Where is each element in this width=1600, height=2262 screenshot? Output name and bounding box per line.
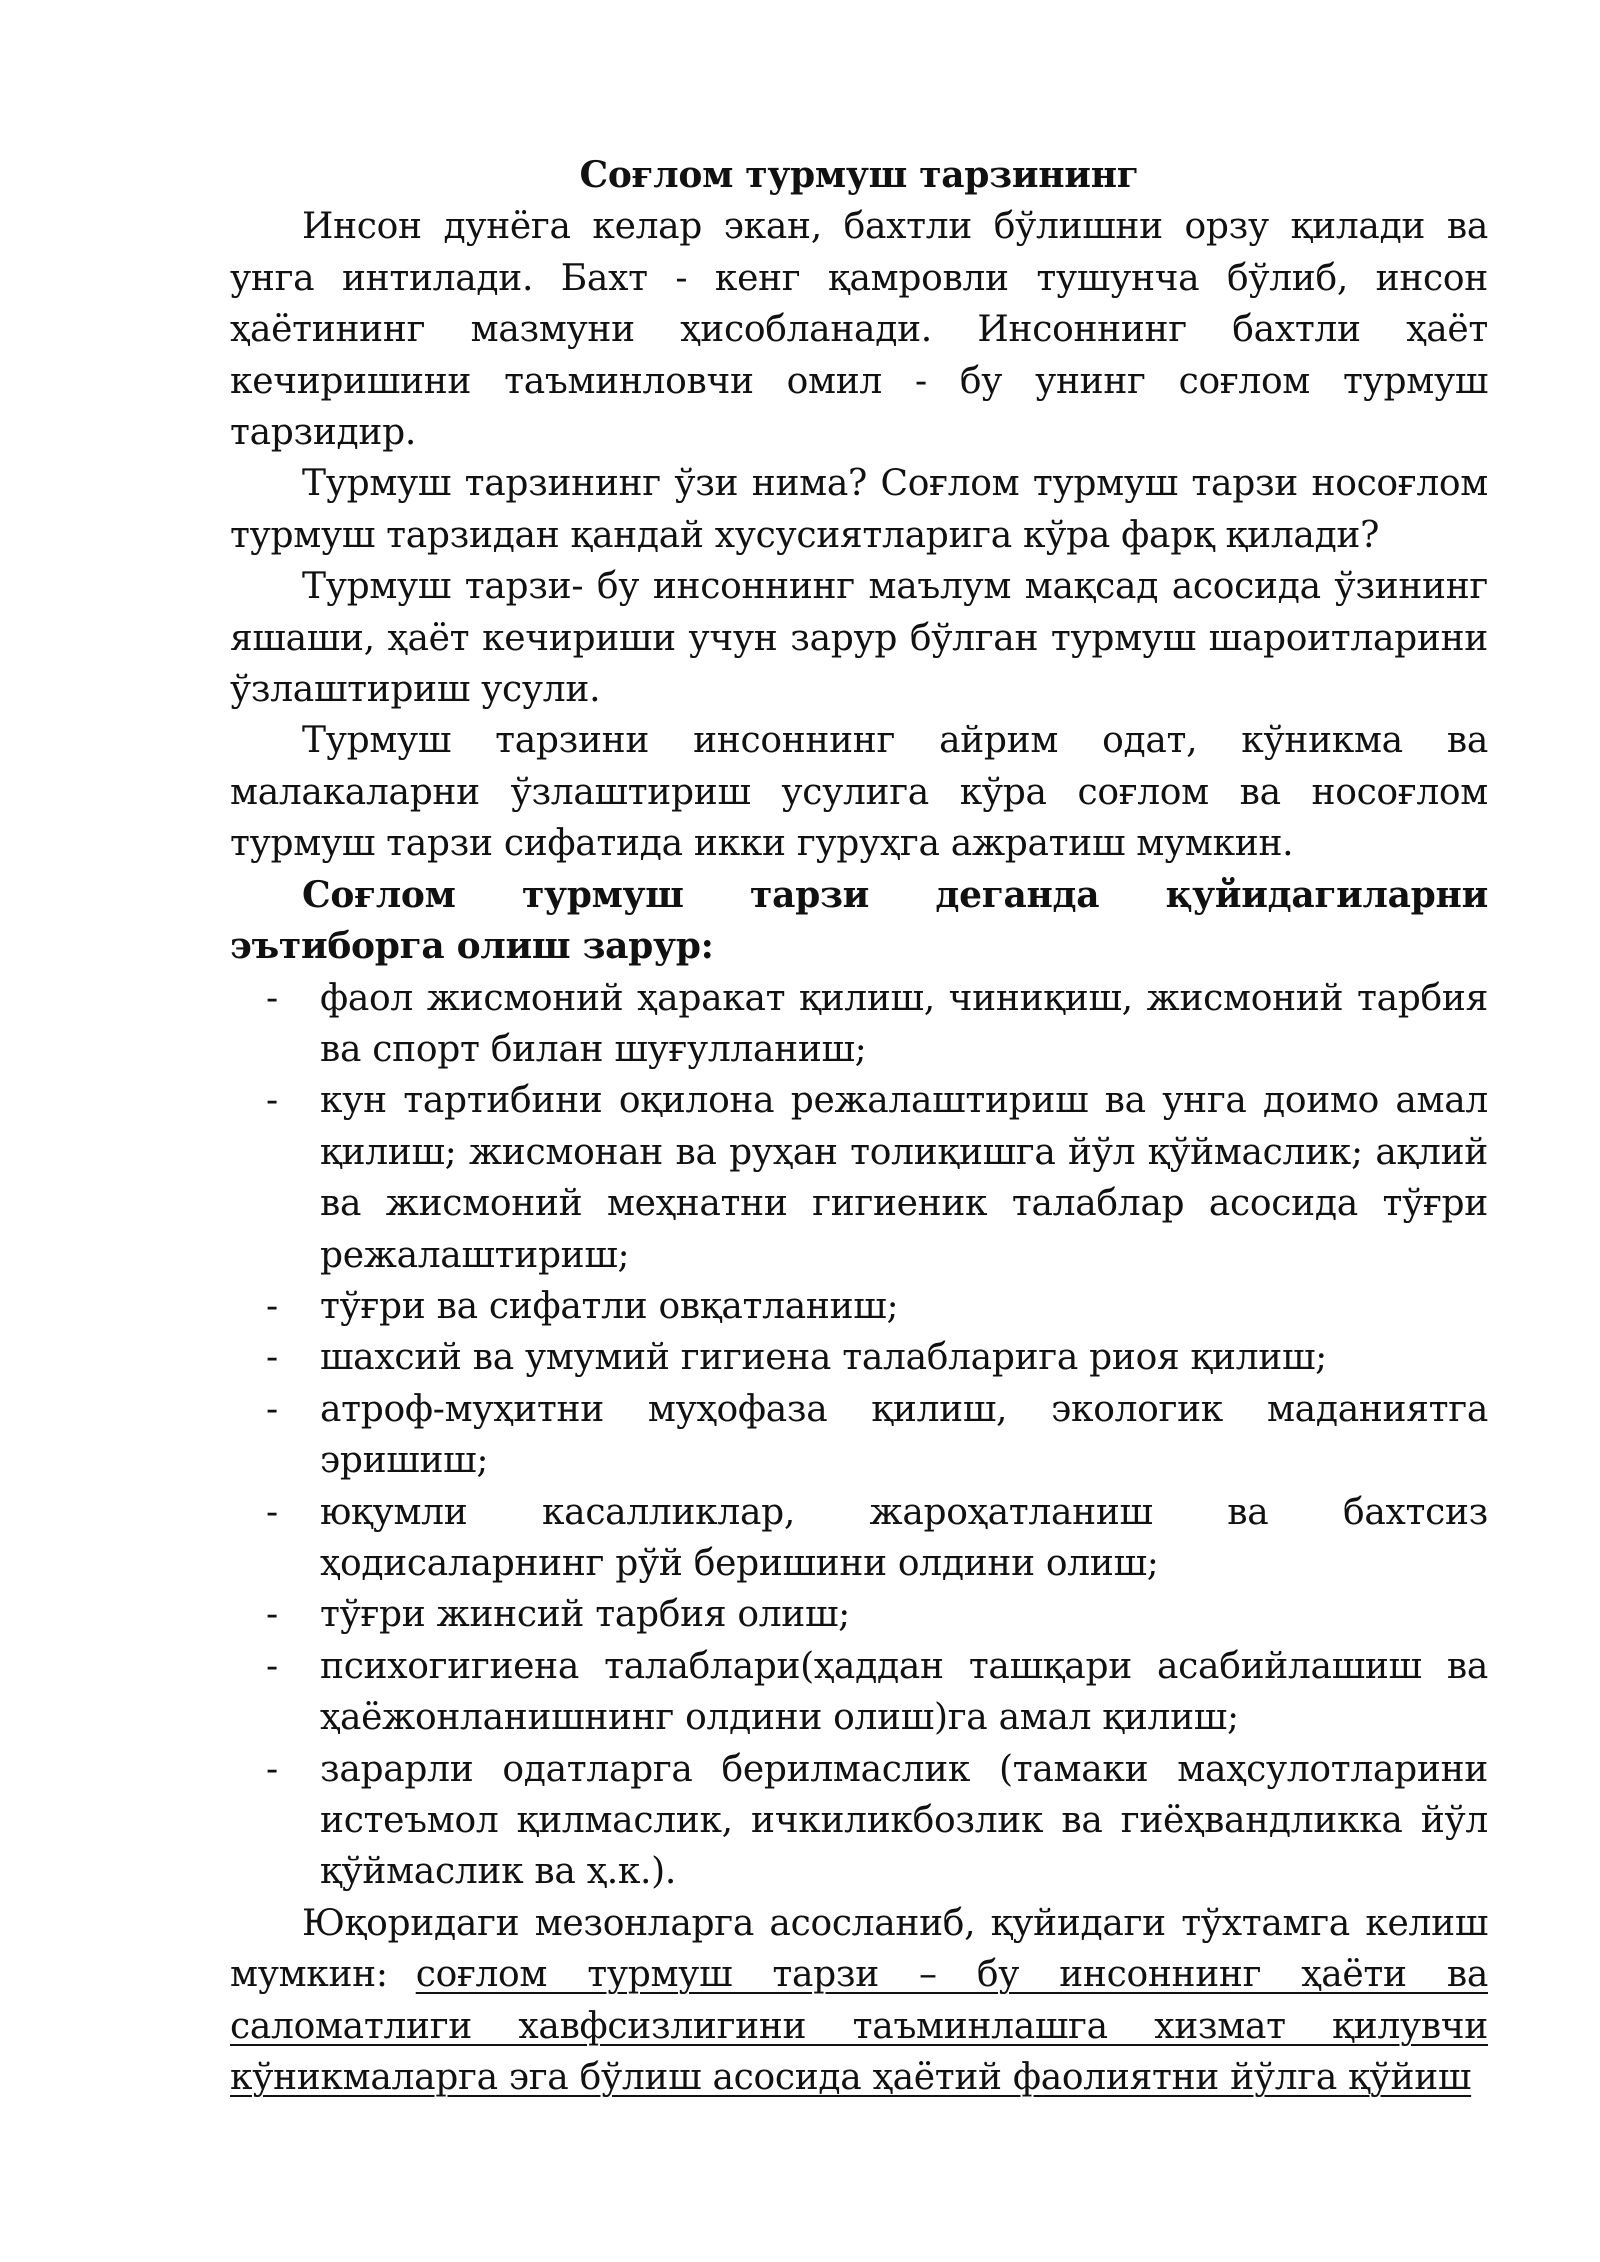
bullet-dash: - <box>266 1748 278 1790</box>
conclusion-lead: Юқоридаги мезонларга асосланиб, қуйидаги тўхтамга келиш мумкин: <box>230 1902 1488 1996</box>
list-item <box>230 1384 1488 1487</box>
list-item-text: зарарли одатларга берилмаслик (тамаки маҳсулотларини истеъмол қилмаслик, ичкиликбозлик ва гиёҳвандликка йўл қўймаслик ва ҳ.к.). <box>320 1748 1488 1893</box>
list-item-text: психогигиена талаблари(ҳаддан ташқари асабийлашиш ва ҳаёжонланишнинг олдини олиш)га амал қилиш; <box>320 1645 1488 1739</box>
list-item <box>230 1281 1488 1332</box>
bullet-dash: - <box>266 1388 278 1430</box>
list-item-text: кун тартибини оқилона режалаштириш ва унга доимо амал қилиш; жисмонан ва руҳан толиқишга йўл қўймаслик; ақлий ва жисмоний меҳнатни гигиеник талаблар асосида тўғри режалаштириш; <box>320 1080 1488 1276</box>
list-item-text: тўғри жинсий тарбия олиш; <box>320 1594 851 1636</box>
bullet-dash: - <box>266 1491 278 1533</box>
bullet-dash: - <box>266 977 278 1019</box>
bullet-dash: - <box>266 1337 278 1379</box>
list-item <box>230 973 1488 1076</box>
list-item-text: атроф-муҳитни муҳофаза қилиш, экологик маданиятга эришиш; <box>320 1388 1488 1482</box>
list-item-text: фаол жисмоний ҳаракат қилиш, чиниқиш, жисмоний тарбия ва спорт билан шуғулланиш; <box>320 977 1488 1070</box>
paragraph-question: Турмуш тарзининг ўзи нима? Соғлом турмуш тарзи носоғлом турмуш тарзидан қандай хусусиятларига кўра фарқ қилади? <box>230 463 1488 556</box>
paragraph-conclusion <box>230 1898 1488 2104</box>
document-page <box>230 150 1488 2103</box>
list-item <box>230 1075 1488 1281</box>
bullet-dash: - <box>266 1645 278 1687</box>
list-item-text: юқумли касалликлар, жароҳатланиш ва бахтсиз ҳодисаларнинг рўй беришини олдини олиш; <box>320 1491 1488 1584</box>
conclusion-definition: соғлом турмуш тарзи – бу инсоннинг ҳаёти ва саломатлиги хавфсизлигини таъминлашга хизмат қилувчи кўникмаларга эга бўлиш асосида ҳаётий фаолиятни йўлга қўйиш <box>230 1954 1488 2099</box>
list-item <box>230 1487 1488 1590</box>
document-title: Соғлом турмуш тарзининг <box>579 154 1139 196</box>
bullet-dash: - <box>266 1080 278 1122</box>
paragraph-definition: Турмуш тарзи- бу инсоннинг маълум мақсад асосида ўзининг яшаши, ҳаёт кечириши учун зарур бўлган турмуш шароитларини ўзлаштириш усули. <box>230 566 1488 711</box>
list-item-text: тўғри ва сифатли овқатланиш; <box>320 1285 899 1327</box>
list-item <box>230 1589 1488 1640</box>
bullet-dash: - <box>266 1285 278 1327</box>
list-heading: Соғлом турмуш тарзи деганда қуйидагиларни эътиборга олиш зарур: <box>230 873 1488 968</box>
list-item <box>230 1744 1488 1898</box>
list-item <box>230 1641 1488 1744</box>
paragraph-intro: Инсон дунёга келар экан, бахтли бўлишни орзу қилади ва унга интилади. Бахт - кенг қамровли тушунча бўлиб, инсон ҳаётининг мазмуни ҳисобланади. Инсоннинг бахтли ҳаёт кечиришини таъминловчи омил - бу унинг соғлом турмуш тарзидир. <box>230 206 1488 454</box>
criteria-list <box>230 973 1488 1898</box>
list-item-text: шахсий ва умумий гигиена талабларига риоя қилиш; <box>320 1337 1327 1379</box>
paragraph-classification: Турмуш тарзини инсоннинг айрим одат, кўникма ва малакаларни ўзлаштириш усулига кўра соғлом ва носоғлом турмуш тарзи сифатида икки гуруҳга ажратиш мумкин. <box>230 720 1488 865</box>
bullet-dash: - <box>266 1594 278 1636</box>
list-item <box>230 1332 1488 1383</box>
